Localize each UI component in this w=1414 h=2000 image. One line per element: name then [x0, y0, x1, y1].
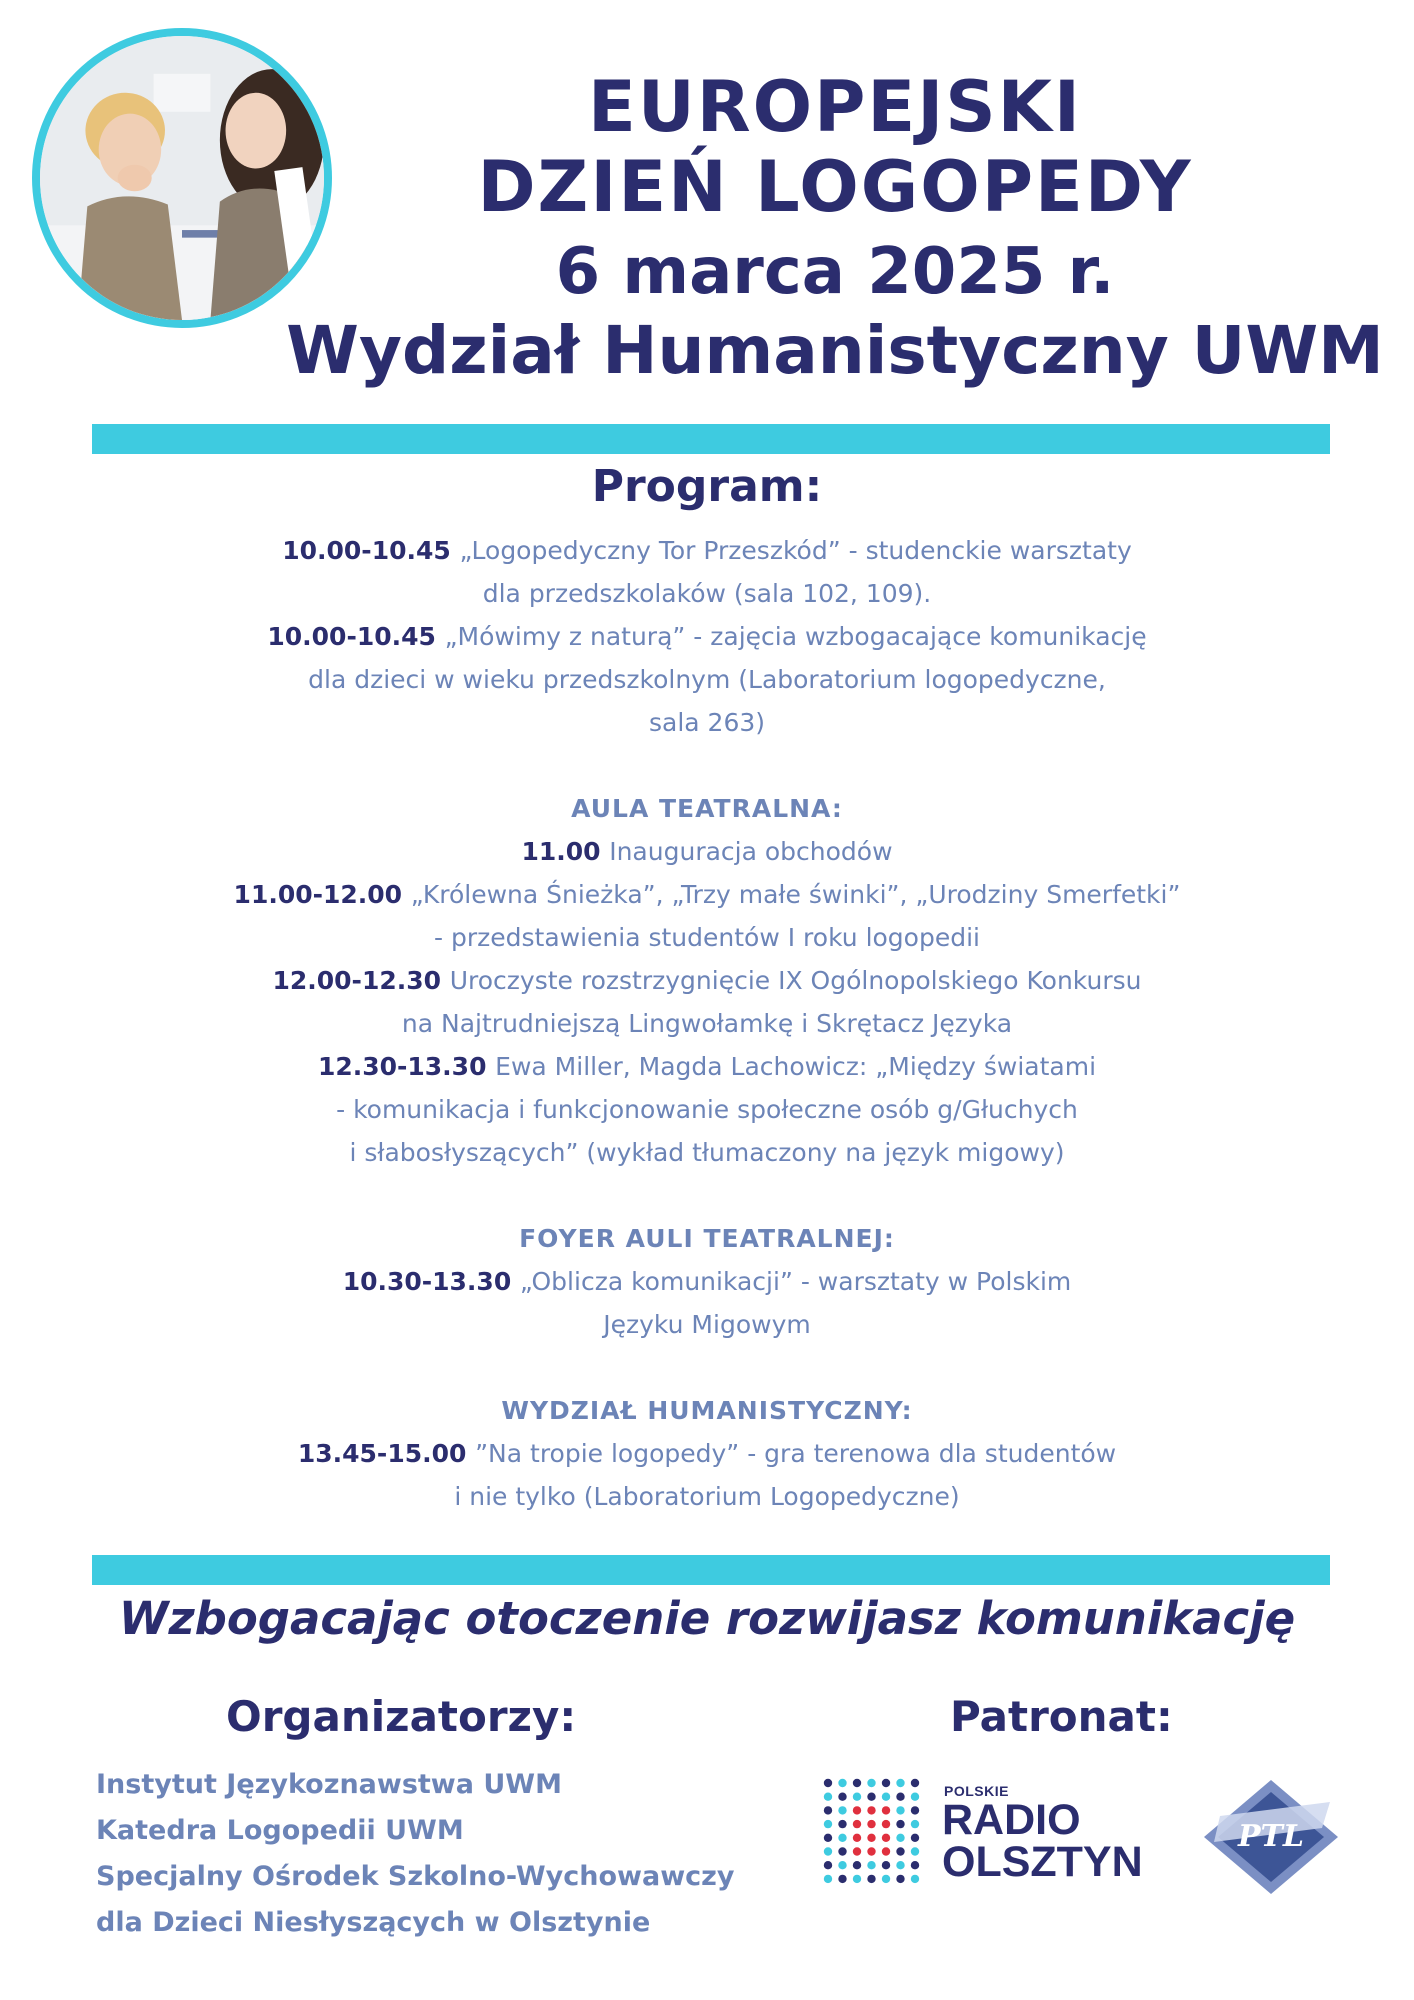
program-time: 13.45-15.00: [297, 1439, 476, 1468]
program-description: ”Na tropie logopedy” - gra terenowa dla studentów: [475, 1439, 1117, 1468]
radio-dot: [911, 1820, 919, 1828]
radio-dot: [824, 1806, 832, 1814]
radio-dot: [911, 1847, 919, 1855]
section-spacer: [140, 1346, 1274, 1389]
radio-dot: [853, 1875, 861, 1883]
program-description: - komunikacja i funkcjonowanie społeczne osób g/Głuchych: [336, 1095, 1078, 1124]
program-time: 12.00-12.30: [272, 966, 450, 995]
program-description: dla przedszkolaków (sala 102, 109).: [482, 579, 932, 608]
program-line: [140, 1088, 1274, 1131]
program-description: „Królewna Śnieżka”, „Trzy małe świnki”, „Urodziny Smerfetki”: [410, 880, 1181, 909]
radio-dot: [824, 1875, 832, 1883]
organizers-list: [96, 1762, 734, 1946]
radio-dot: [838, 1820, 846, 1828]
organizers-heading: Organizatorzy:: [226, 1692, 577, 1741]
program-line: [140, 701, 1274, 744]
radio-dot: [867, 1793, 875, 1801]
radio-dot: [853, 1806, 861, 1814]
section-spacer: [140, 1174, 1274, 1217]
program-line: [140, 1260, 1274, 1303]
program-description: „Mówimy z naturą” - zajęcia wzbogacające komunikację: [444, 622, 1147, 651]
program-line: [140, 1002, 1274, 1045]
program-time: 10.00-10.45: [267, 622, 445, 651]
organizer-item: Katedra Logopedii UWM: [96, 1815, 464, 1846]
program-time: 11.00: [521, 837, 610, 866]
radio-dot: [853, 1793, 861, 1801]
radio-dot: [882, 1847, 890, 1855]
radio-dot: [867, 1779, 875, 1787]
radio-dot: [896, 1779, 904, 1787]
radio-dot: [896, 1847, 904, 1855]
radio-dot: [896, 1806, 904, 1814]
divider-top: [92, 424, 1330, 454]
radio-dot: [853, 1834, 861, 1842]
program-line: [140, 615, 1274, 658]
radio-dot: [824, 1793, 832, 1801]
program-time: 10.00-10.45: [282, 536, 460, 565]
radio-dot: [838, 1806, 846, 1814]
program-description: Ewa Miller, Magda Lachowicz: „Między światami: [495, 1052, 1097, 1081]
program-line: [140, 1303, 1274, 1346]
radio-dot: [911, 1875, 919, 1883]
program-description: Uroczyste rozstrzygnięcie IX Ogólnopolskiego Konkursu: [449, 966, 1142, 995]
radio-dot: [882, 1834, 890, 1842]
radio-logo-line-1: RADIO: [942, 1796, 1081, 1844]
program-line: [140, 529, 1274, 572]
program-line: [140, 873, 1274, 916]
radio-dot: [853, 1820, 861, 1828]
radio-dot: [867, 1875, 875, 1883]
radio-dot: [911, 1779, 919, 1787]
program-description: „Logopedyczny Tor Przeszkód” - studenckie warsztaty: [459, 536, 1132, 565]
radio-dot: [838, 1861, 846, 1869]
radio-dot: [853, 1779, 861, 1787]
program-description: sala 263): [648, 708, 766, 737]
program-time: 12.30-13.30: [317, 1052, 496, 1081]
radio-dot: [867, 1834, 875, 1842]
radio-dot: [838, 1834, 846, 1842]
program-description: Języku Migowym: [603, 1310, 811, 1339]
radio-dot: [911, 1806, 919, 1814]
radio-dot: [824, 1834, 832, 1842]
event-venue: Wydział Humanistyczny UWM: [286, 312, 1384, 389]
radio-dot: [824, 1779, 832, 1787]
radio-dot: [896, 1861, 904, 1869]
program-line: [140, 916, 1274, 959]
radio-dot: [838, 1875, 846, 1883]
program-line: [140, 1045, 1274, 1088]
patronage-heading: Patronat:: [950, 1692, 1173, 1741]
section-spacer: [140, 744, 1274, 787]
slogan: Wzbogacając otoczenie rozwijasz komunikację: [118, 1592, 1296, 1645]
radio-dot: [911, 1861, 919, 1869]
radio-dot: [853, 1861, 861, 1869]
radio-dot: [911, 1793, 919, 1801]
radio-dot: [824, 1847, 832, 1855]
radio-dot: [882, 1875, 890, 1883]
ptl-emblem-icon: [1200, 1776, 1342, 1898]
program-description: Inauguracja obchodów: [609, 837, 893, 866]
radio-dot: [867, 1861, 875, 1869]
radio-dot: [824, 1861, 832, 1869]
program-line: [140, 1432, 1274, 1475]
radio-dot: [867, 1820, 875, 1828]
program-description: na Najtrudniejszą Lingwołamkę i Skrętacz Języka: [401, 1009, 1013, 1038]
program-description: i nie tylko (Laboratorium Logopedyczne): [454, 1482, 960, 1511]
radio-dot: [838, 1779, 846, 1787]
ptl-logo: [1200, 1776, 1342, 1898]
program-section-heading: AULA TEATRALNA:: [571, 794, 843, 823]
radio-logo-text: [942, 1796, 1143, 1886]
organizer-item: dla Dzieci Niesłyszących w Olsztynie: [96, 1907, 651, 1938]
program-time: 11.00-12.00: [233, 880, 411, 909]
title-line-1: EUROPEJSKI: [588, 66, 1082, 148]
radio-dot: [838, 1847, 846, 1855]
program-description: i słabosłyszących” (wykład tłumaczony na język migowy): [349, 1138, 1065, 1167]
radio-dots-icon: [820, 1775, 924, 1887]
radio-dot: [896, 1875, 904, 1883]
program-description: - przedstawienia studentów I roku logopedii: [434, 923, 980, 952]
radio-dot: [882, 1806, 890, 1814]
program-description: „Oblicza komunikacji” - warsztaty w Polskim: [519, 1267, 1072, 1296]
organizer-item: Specjalny Ośrodek Szkolno-Wychowawczy: [96, 1861, 735, 1892]
radio-logo-line-2: OLSZTYN: [942, 1838, 1143, 1886]
event-date: 6 marca 2025 r.: [555, 235, 1115, 309]
program-time: 10.30-13.30: [342, 1267, 520, 1296]
radio-dot: [896, 1834, 904, 1842]
program-line: [140, 1131, 1274, 1174]
radio-dot: [867, 1847, 875, 1855]
organizer-item: Instytut Językoznawstwa UWM: [96, 1769, 562, 1800]
radio-dot: [896, 1820, 904, 1828]
program-line: [140, 959, 1274, 1002]
program-line: [140, 830, 1274, 873]
radio-olsztyn-logo: [820, 1775, 1180, 1895]
radio-dot: [882, 1793, 890, 1801]
program-section-heading: FOYER AULI TEATRALNEJ:: [519, 1224, 895, 1253]
program-section-heading: WYDZIAŁ HUMANISTYCZNY:: [501, 1396, 913, 1425]
radio-dot: [824, 1820, 832, 1828]
radio-dot: [896, 1793, 904, 1801]
radio-dot: [882, 1820, 890, 1828]
radio-dot: [882, 1779, 890, 1787]
radio-logo-small-text: POLSKIE: [944, 1783, 1009, 1799]
radio-dot: [867, 1806, 875, 1814]
svg-text:PTL: PTL: [1238, 1819, 1304, 1854]
program-list: [140, 529, 1274, 1518]
program-line: [140, 658, 1274, 701]
title-line-2: DZIEŃ LOGOPEDY: [477, 146, 1193, 228]
program-heading: Program:: [591, 461, 823, 512]
program-line: [140, 1475, 1274, 1518]
radio-dot: [882, 1861, 890, 1869]
radio-dot: [911, 1834, 919, 1842]
divider-bottom: [92, 1555, 1330, 1585]
program-line: [140, 572, 1274, 615]
radio-dot: [853, 1847, 861, 1855]
radio-dot: [838, 1793, 846, 1801]
program-description: dla dzieci w wieku przedszkolnym (Laboratorium logopedyczne,: [308, 665, 1106, 694]
